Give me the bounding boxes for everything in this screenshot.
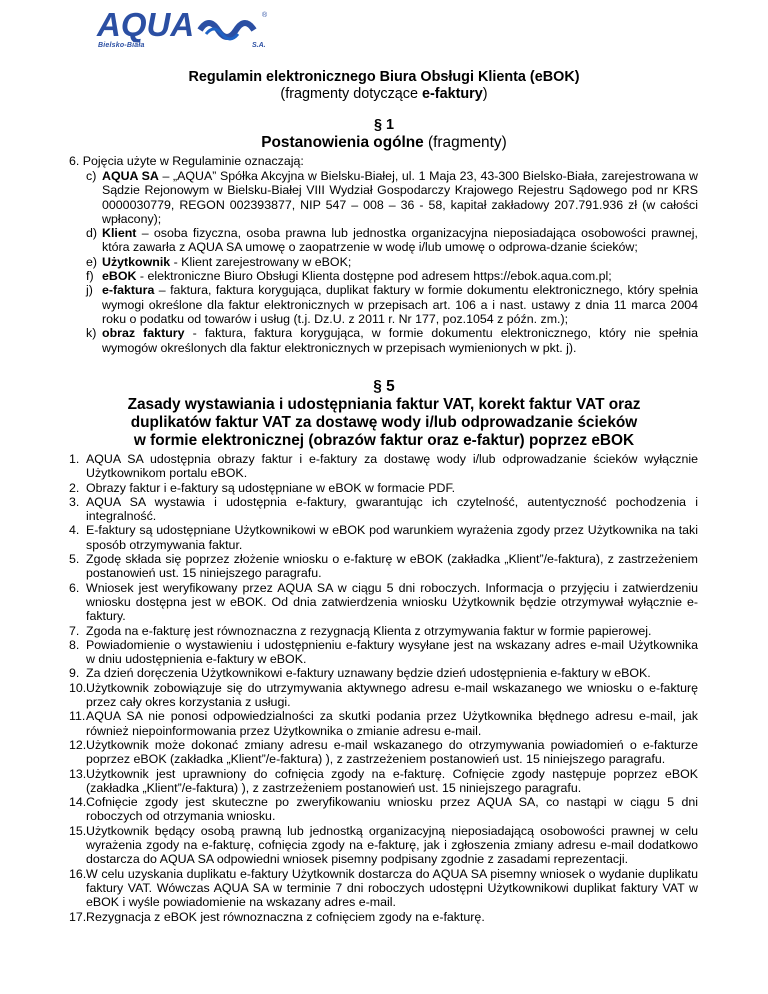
list-item-text: W celu uzyskania duplikatu e-faktury Użytkownik dostarcza do AQUA SA pisemny wniosek o wydanie duplikatu faktury VAT. Wówczas AQUA SA w terminie 7 dni roboczych udostępni Użytkownikowi duplikat faktury VAT w eBOK i wyśle powiadomienie na wskazany adres e-mail. <box>86 866 698 910</box>
list-item <box>69 866 698 910</box>
section1-heading <box>0 134 768 151</box>
list-item-text: AQUA SA udostępnia obrazy faktur i e-faktury za dostawę wody i/lub odprowadzanie ścieków wyłącznie Użytkownikom portalu eBOK. <box>86 452 698 481</box>
logo-brand-text: AQUA <box>97 6 195 43</box>
list-item-text: Użytkownik zobowiązuje się do utrzymywania aktywnego adresu e-mail wskazanego we wniosku o e-fakturę przez cały okres korzystania z usługi. <box>86 680 698 710</box>
list-item-text: AQUA SA wystawia i udostępnia e-faktury, gwarantując ich czytelność, autentyczność pochodzenia i integralność. <box>86 494 698 524</box>
list-item <box>69 680 698 710</box>
definition-term: Klient <box>102 226 137 241</box>
list-item <box>69 666 698 681</box>
list-item-number: 16. <box>69 866 87 881</box>
section5-heading-line2: duplikatów faktur VAT za dostawę wody i/lub odprowadzanie ścieków <box>130 414 638 431</box>
list-item-text: Zgodę składa się poprzez złożenie wniosku o e-fakturę w eBOK (zakładka „Klient”/e-faktura), z zastrzeżeniem postanowień ust. 15 niniejszego paragrafu. <box>86 552 698 581</box>
definition-item <box>86 269 698 283</box>
definition-term: eBOK <box>102 269 137 284</box>
list-item <box>69 737 698 767</box>
subtitle-bold: e-faktury <box>422 86 483 102</box>
list-item <box>69 823 698 867</box>
definition-marker: e) <box>86 254 98 269</box>
definition-text: – faktura, faktura korygująca, duplikat faktury w formie dokumentu elektronicznego, który spełnia wymogi określone dla faktur elektronicznych w przepisach art. 106 a i nast. ustawy z dnia 11 marca 2004 roku o podatku od towarów i usług (t.j. Dz.U. z 2011 r. Nr 177, poz.1054 z późn. zm.); <box>102 283 698 326</box>
list-item-number: 3. <box>69 494 80 509</box>
document-title: Regulamin elektronicznego Biura Obsługi Klienta (eBOK) <box>188 69 580 85</box>
list-item <box>69 795 698 824</box>
list-item-text: Użytkownik może dokonać zmiany adresu e-mail wskazanego do otrzymywania powiadomień o e-fakturze poprzez eBOK (zakładka „Klient”/e-faktura) ), z zastrzeżeniem postanowień ust. 15 niniejszego paragrafu. <box>86 737 698 767</box>
subtitle-suffix: ) <box>482 86 488 102</box>
definition-text: - elektroniczne Biuro Obsługi Klienta dostępne pod adresem https://ebok.aqua.com.pl; <box>136 269 612 284</box>
list-item <box>69 623 698 638</box>
list-item-number: 12. <box>69 737 87 752</box>
section1-paragraph-number: § 1 <box>373 117 394 133</box>
definition-text: - faktura, faktura korygująca, w formie dokumentu elektronicznego, który nie spełnia wymogów określonych dla faktur elektronicznych w przepisach wymienionych w pkt. j). <box>102 326 698 355</box>
list-item-number: 5. <box>69 552 80 567</box>
list-item-number: 8. <box>69 637 80 652</box>
list-item <box>69 552 698 581</box>
list-item-text: Użytkownik jest uprawniony do cofnięcia zgody na e-fakturę. Cofnięcie zgody następuje poprzez eBOK (zakładka „Klient”/e-faktura) ), z zastrzeżeniem postanowień ust. 15 niniejszego paragrafu. <box>86 766 698 795</box>
list-item-text: Obrazy faktur i e-faktury są udostępniane w eBOK w formacie PDF. <box>86 480 456 495</box>
definition-term: e-faktura <box>102 283 155 298</box>
definition-item <box>86 226 698 255</box>
aqua-logo <box>96 6 272 54</box>
definition-marker: f) <box>86 269 94 284</box>
definition-list <box>86 169 698 355</box>
list-item-number: 9. <box>69 666 80 681</box>
list-item-number: 2. <box>69 480 80 495</box>
definition-marker: d) <box>86 226 98 241</box>
list-item <box>69 523 698 552</box>
definition-item <box>86 255 698 269</box>
document-subtitle <box>0 86 768 103</box>
section5-paragraph-number: § 5 <box>373 378 395 395</box>
section1-heading-bold: Postanowienia ogólne <box>261 134 424 151</box>
definition-marker: k) <box>86 326 97 341</box>
logo-suffix: S.A. <box>252 42 266 49</box>
list-item-text: Powiadomienie o wystawieniu i udostępnieniu e-faktury wysyłane jest na wskazany adres e-mail Użytkownika w dniu udostępnienia e-faktury w eBOK. <box>86 637 698 667</box>
section5-heading-line1: Zasady wystawiania i udostępniania faktur VAT, korekt faktur VAT oraz <box>127 396 641 413</box>
list-item-number: 10. <box>69 680 87 695</box>
logo-registered-mark: ® <box>262 12 268 19</box>
definition-item <box>86 283 698 326</box>
list-item <box>69 909 698 924</box>
list-item-number: 17. <box>69 909 87 924</box>
definition-marker: j) <box>86 283 93 298</box>
definition-text: - Klient zarejestrowany w eBOK; <box>170 254 352 269</box>
list-item <box>69 766 698 796</box>
logo-city: Bielsko-Biała <box>98 42 145 49</box>
list-item-text: Za dzień doręczenia Użytkownikowi e-faktury uznawany będzie dzień udostępnienia e-faktury w eBOK. <box>86 666 651 681</box>
definition-term: AQUA SA <box>102 169 159 183</box>
section1-lead: 6. Pojęcia użyte w Regulaminie oznaczają: <box>69 154 304 168</box>
list-item <box>69 452 698 481</box>
section5-heading-line3: w formie elektronicznej (obrazów faktur oraz e-faktur) poprzez eBOK <box>133 432 635 449</box>
list-item <box>69 480 698 495</box>
list-item-number: 15. <box>69 823 87 838</box>
list-item-number: 14. <box>69 795 87 810</box>
list-item-number: 11. <box>69 709 86 724</box>
definition-item <box>86 169 698 226</box>
list-item-number: 1. <box>69 452 80 466</box>
list-item-text: Wniosek jest weryfikowany przez AQUA SA w ciągu 5 dni roboczych. Informacja o przyjęciu i zatwierdzeniu wniosku dostępna jest w eBOK. Od dnia zatwierdzenia wniosku Użytkownik będzie otrzymywał wyłącznie e-faktury. <box>86 580 698 624</box>
list-item <box>69 709 698 738</box>
subtitle-prefix: (fragmenty dotyczące <box>280 86 422 102</box>
definition-text: – osoba fizyczna, osoba prawna lub jednostka organizacyjna nieposiadająca osobowości prawnej, która zawarła z AQUA SA umowę o zaopatrzenie w wodę i/lub umowę o odprowa-dzanie ścieków; <box>102 226 698 255</box>
list-item <box>69 494 698 524</box>
section5-numbered-list <box>69 452 698 924</box>
definition-item <box>86 326 698 355</box>
definition-term: obraz faktury <box>102 326 185 341</box>
definition-text: – „AQUA” Spółka Akcyjna w Bielsku-Białej, ul. 1 Maja 23, 43-300 Bielsko-Biała, zarejestrowana w Sądzie Rejonowym w Bielsku-Białej VIII Wydział Gospodarczy Krajowego Rejestru Sądowego pod nr KRS 0000030779, REGON 002393877, NIP 547 – 008 – 36 - 58, kapitał zakładowy 207.791.936 zł (w całości wpłacony); <box>102 169 698 226</box>
list-item-number: 6. <box>69 580 80 595</box>
list-item-text: Zgoda na e-fakturę jest równoznaczna z rezygnacją Klienta z otrzymywania faktur w formie papierowej. <box>86 623 652 638</box>
list-item-number: 7. <box>69 623 80 638</box>
list-item-text: Użytkownik będący osobą prawną lub jednostką organizacyjną nieposiadającą osobowości prawnej w celu wyrażenia zgody na e-fakturę, cofnięcia zgody na e-fakturę, jak i zgłoszenia zmiany adresu e-mail dodatkowo dostarcza do AQUA SA odpowiedni wniosek pisemny podpisany zgodnie z zasadami reprezentacji. <box>86 823 698 867</box>
list-item-text: AQUA SA nie ponosi odpowiedzialności za skutki podania przez Użytkownika błędnego adresu e-mail, jak również niepoinformowania przez Użytkownika o zmianie adresu e-mail. <box>86 709 698 738</box>
aqua-logo-graphic <box>96 6 272 46</box>
list-item-text: Rezygnacja z eBOK jest równoznaczna z cofnięciem zgody na e-fakturę. <box>86 909 485 924</box>
list-item <box>69 580 698 624</box>
list-item-number: 4. <box>69 523 80 538</box>
definition-term: Użytkownik <box>102 254 171 269</box>
list-item-number: 13. <box>69 766 87 781</box>
list-item-text: Cofnięcie zgody jest skuteczne po zweryfikowaniu wniosku przez AQUA SA, co nastąpi w ciągu 5 dni roboczych od otrzymania wniosku. <box>86 795 698 824</box>
section1-heading-rest: (fragmenty) <box>423 134 507 151</box>
definition-marker: c) <box>86 169 97 183</box>
list-item-text: E-faktury są udostępniane Użytkownikowi w eBOK pod warunkiem wyrażenia zgody przez Użytkownika na taki sposób otrzymywania faktur. <box>86 523 698 552</box>
list-item <box>69 637 698 667</box>
